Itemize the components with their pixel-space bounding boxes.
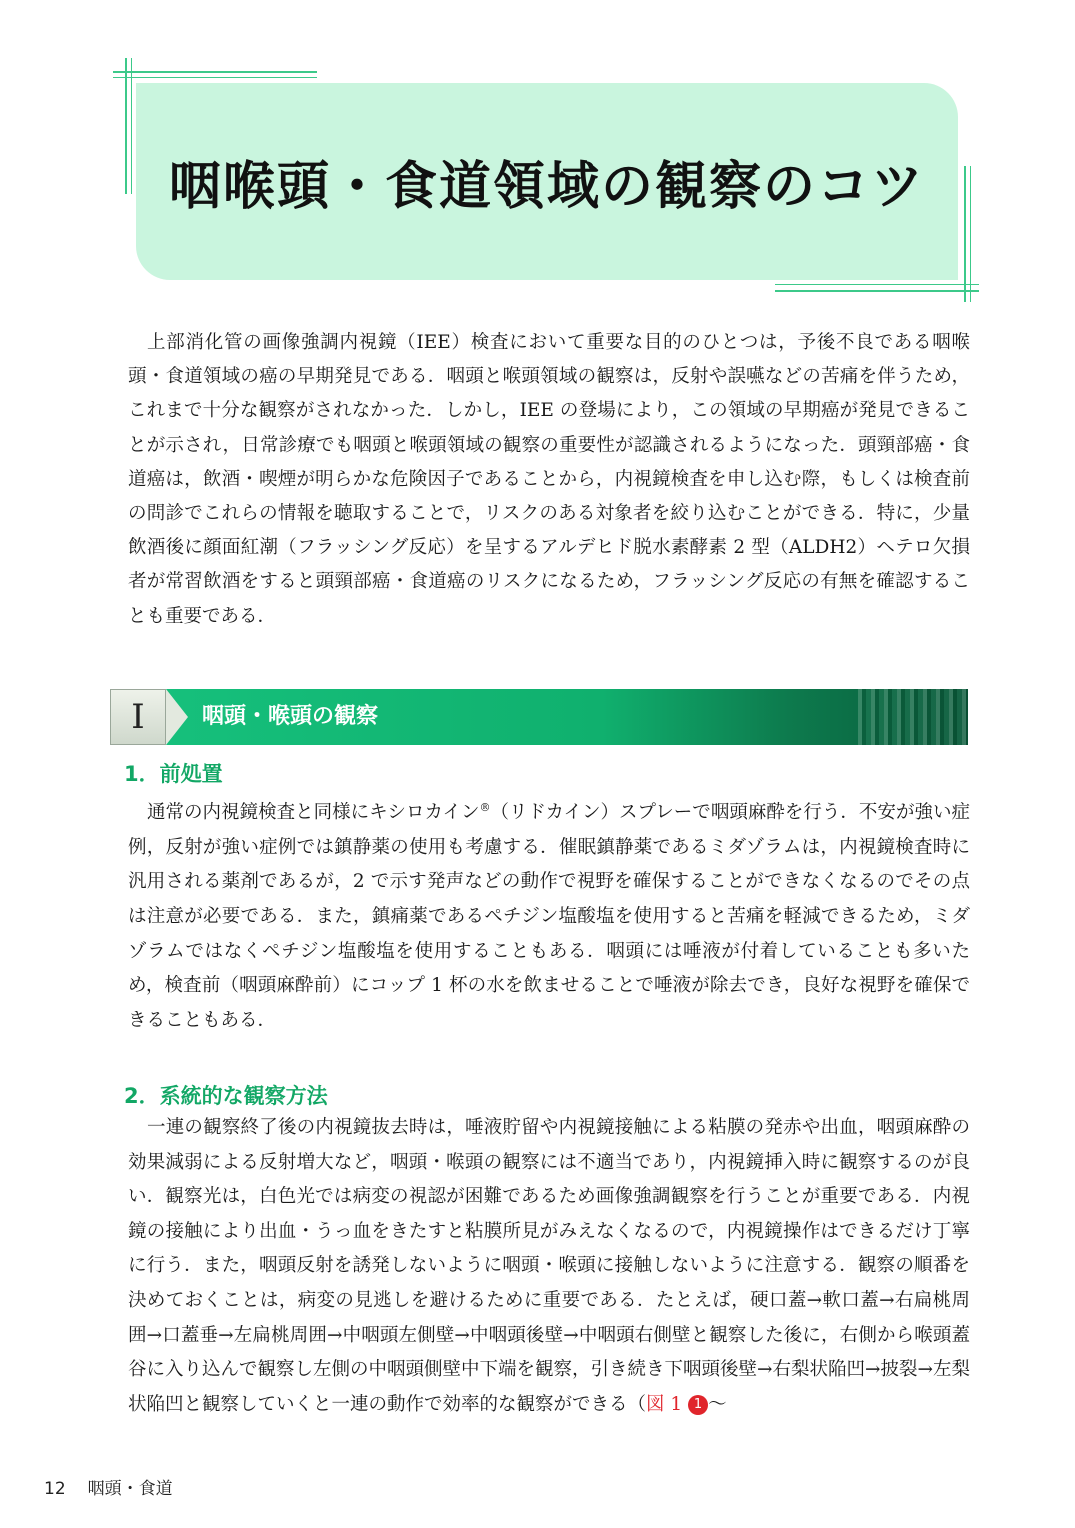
section-arrow [166, 689, 188, 745]
section-title: 咽頭・喉頭の観察 [202, 704, 379, 729]
decor-line-top-h [113, 71, 317, 73]
subsection-heading-1: 1．前処置 [124, 762, 223, 786]
decor-line-top-v [125, 58, 127, 194]
para1-after: （リドカイン）スプレーで咽頭麻酔を行う．不安が強い症例，反射が強い症例では鎮静薬の使用も考慮する．催眠鎮静薬であるミダゾラムは，内視鏡検査時に汎用される薬剤であるが，2 で示す発声などの動作で視野を確保することができなくなるのでその点は注意が必要である．また，鎮痛薬であるペチジン塩酸塩を使用すると苦痛を軽減できるため，ミダゾラムではなくペチジン塩酸塩を使用することもある．咽頭には唾液が付着していることも多いため，検査前（咽頭麻酔前）にコップ 1 杯の水を飲ませることで唾液が除去でき，良好な視野を確保できることもある． [128, 802, 970, 1031]
figure-number-badge: 1 [688, 1395, 708, 1415]
subsection-paragraph-2 [128, 1111, 970, 1422]
decor-line-bottom-v [964, 166, 966, 302]
title-banner [136, 83, 958, 280]
page-title: 咽喉頭・食道領域の観察のコツ [168, 157, 925, 217]
section-bar-stripes [858, 689, 968, 745]
chapter-name: 咽頭・食道 [87, 1479, 173, 1499]
decor-line-top-h2 [113, 77, 317, 78]
para2-tail: ～ [708, 1393, 727, 1415]
decor-line-bottom-h [775, 290, 979, 292]
para2-text: 一連の観察終了後の内視鏡抜去時は，唾液貯留や内視鏡接触による粘膜の発赤や出血，咽頭麻酔の効果減弱による反射増大など，咽頭・喉頭の観察には不適当であり，内視鏡挿入時に観察するのが良い．観察光は，白色光では病変の視認が困難であるため画像強調観察を行うことが重要である．内視鏡の接触により出血・うっ血をきたすと粘膜所見がみえなくなるので，内視鏡操作はできるだけ丁寧に行う．また，咽頭反射を誘発しないように咽頭・喉頭に接触しないように注意する．観察の順番を決めておくことは，病変の見逃しを避けるために重要である．たとえば，硬口蓋→軟口蓋→右扁桃周囲→口蓋垂→左扁桃周囲→中咽頭左側壁→中咽頭後壁→中咽頭右側壁と観察した後に，右側から喉頭蓋谷に入り込んで観察し左側の中咽頭側壁中下端を観察，引き続き下咽頭後壁→右梨状陥凹→披裂→左梨状陥凹と観察していくと一連の動作で効率的な観察ができる（ [128, 1117, 971, 1415]
decor-line-bottom-h2 [775, 284, 979, 285]
para1-before: 通常の内視鏡検査と同様にキシロカイン [147, 802, 480, 824]
subsection-heading-2: 2．系統的な観察方法 [124, 1084, 328, 1108]
figure-reference-link[interactable]: 図 1 [646, 1393, 683, 1415]
section-numeral: I [131, 697, 145, 737]
registered-mark: ® [479, 801, 491, 814]
decor-line-bottom-v2 [970, 166, 971, 302]
page-footer [44, 1474, 195, 1499]
section-heading [110, 689, 968, 745]
page-number: 12 [44, 1479, 66, 1499]
subsection-paragraph-1 [128, 791, 970, 1038]
decor-line-top-v2 [131, 58, 132, 194]
intro-paragraph: 上部消化管の画像強調内視鏡（IEE）検査において重要な目的のひとつは，予後不良である咽喉頭・食道領域の癌の早期発見である．咽頭と喉頭領域の観察は，反射や誤嚥などの苦痛を伴うため，これまで十分な観察がされなかった．しかし，IEE の登場により，この領域の早期癌が発見できることが示され，日常診療でも咽頭と喉頭領域の観察の重要性が認識されるようになった．頭頸部癌・食道癌は，飲酒・喫煙が明らかな危険因子であることから，内視鏡検査を申し込む際，もしくは検査前の問診でこれらの情報を聴取することで，リスクのある対象者を絞り込むことができる．特に，少量飲酒後に顔面紅潮（フラッシング反応）を呈するアルデヒド脱水素酵素 2 型（ALDH2）ヘテロ欠損者が常習飲酒をすると頭頸部癌・食道癌のリスクになるため，フラッシング反応の有無を確認することも重要である． [128, 332, 970, 627]
